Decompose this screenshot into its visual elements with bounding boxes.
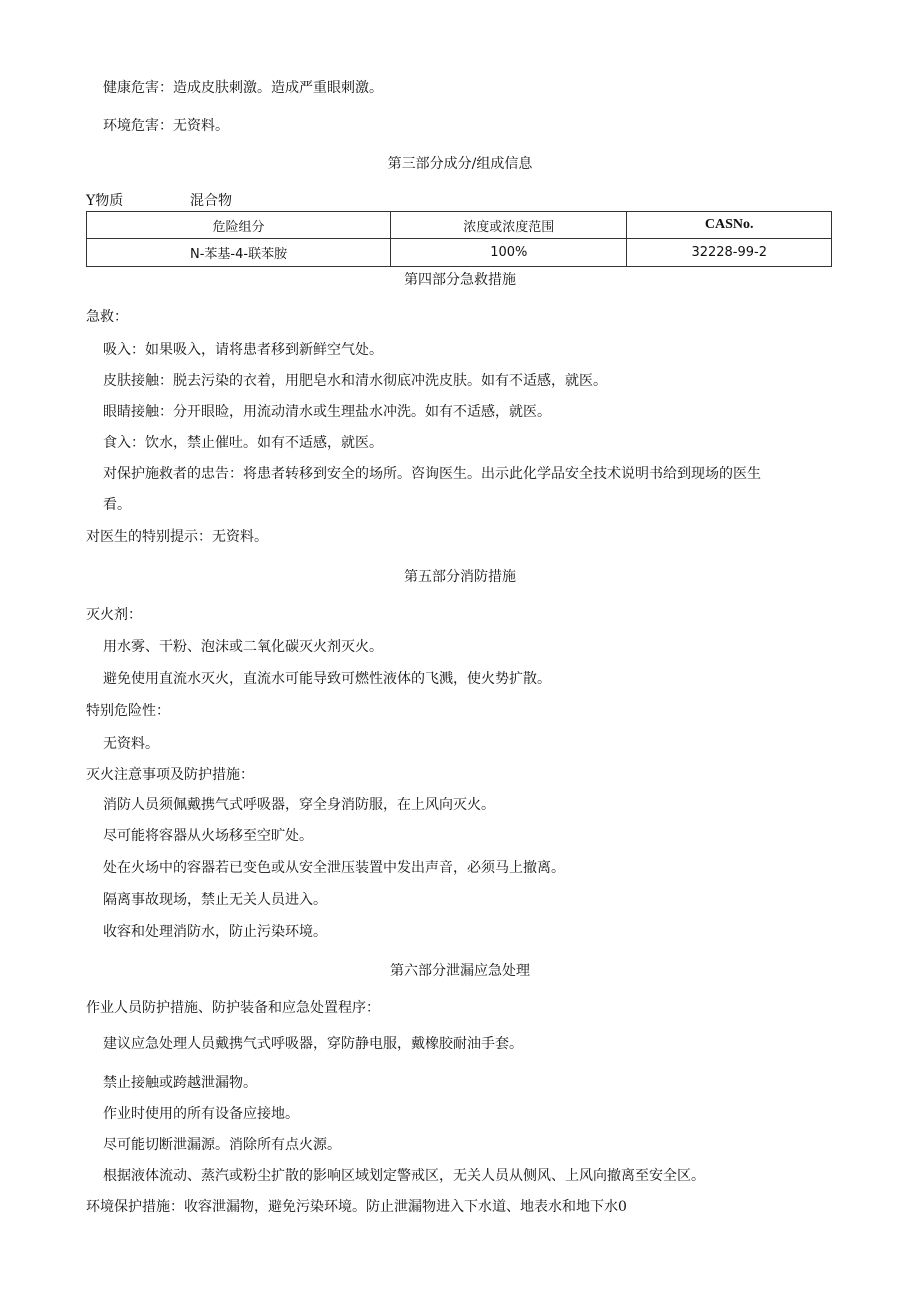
- firefighting-precaution: 处在火场中的容器若已变色或从安全泄压装置中发出声音，必须马上撤离。: [103, 860, 565, 876]
- first-aid-skin: 皮肤接触：脱去污染的衣着，用肥皂水和清水彻底冲洗皮肤。如有不适感，就医。: [103, 373, 607, 389]
- spill-procedure: 建议应急处理人员戴携气式呼吸器，穿防静电服，戴橡胶耐油手套。: [103, 1036, 523, 1052]
- substance-type-value: 混合物: [190, 193, 232, 209]
- environment-protection: 环境保护措施：收容泄漏物，避免污染环境。防止泄漏物进入下水道、地表水和地下水0: [86, 1199, 627, 1215]
- firefighting-precaution: 收容和处理消防水，防止污染环境。: [103, 924, 327, 940]
- firefighting-precaution-label: 灭火注意事项及防护措施：: [86, 767, 254, 783]
- spill-procedure: 根据液体流动、蒸汽或粉尘扩散的影响区域划定警戒区，无关人员从侧风、上风向撤离至安全区。: [103, 1168, 705, 1184]
- first-aid-inhalation: 吸入：如果吸入，请将患者移到新鲜空气处。: [103, 342, 383, 358]
- extinguishing-agent-label: 灭火剂：: [86, 607, 142, 623]
- rescuer-advice-line2: 看。: [103, 497, 131, 513]
- table-header-row: [87, 212, 832, 239]
- environment-hazard: 环境危害：无资料。: [103, 118, 229, 134]
- table-cell-concentration: 100%: [391, 239, 627, 267]
- composition-table: [86, 211, 832, 267]
- health-hazard: 健康危害：造成皮肤刺激。造成严重眼刺激。: [103, 80, 383, 96]
- section5-title: 第五部分消防措施: [404, 569, 516, 585]
- table-header-concentration: 浓度或浓度范围: [391, 212, 627, 239]
- first-aid-eye: 眼睛接触：分开眼睑，用流动清水或生理盐水冲洗。如有不适感，就医。: [103, 404, 551, 420]
- extinguishing-agent-1: 用水雾、干粉、泡沫或二氧化碳灭火剂灭火。: [103, 639, 383, 655]
- first-aid-ingestion: 食入：饮水，禁止催吐。如有不适感，就医。: [103, 435, 383, 451]
- first-aid-label: 急救：: [86, 309, 128, 325]
- spill-procedure: 尽可能切断泄漏源。消除所有点火源。: [103, 1137, 341, 1153]
- table-cell-component: N-苯基-4-联苯胺: [87, 239, 391, 267]
- extinguishing-agent-2: 避免使用直流水灭火，直流水可能导致可燃性液体的飞溅，使火势扩散。: [103, 671, 551, 687]
- firefighting-precaution: 尽可能将容器从火场移至空旷处。: [103, 828, 313, 844]
- section3-title: 第三部分成分/组成信息: [387, 156, 533, 172]
- doctor-note: 对医生的特别提示：无资料。: [86, 529, 268, 545]
- substance-type-label: Y物质: [86, 193, 124, 209]
- rescuer-advice-line1: 对保护施救者的忠告：将患者转移到安全的场所。咨询医生。出示此化学品安全技术说明书给到现场的医生: [103, 466, 761, 482]
- table-row: [87, 239, 832, 267]
- section6-title: 第六部分泄漏应急处理: [390, 963, 530, 979]
- firefighting-precaution: 隔离事故现场，禁止无关人员进入。: [103, 892, 327, 908]
- table-header-cas: CASNo.: [627, 212, 832, 239]
- special-hazard-label: 特别危险性：: [86, 703, 170, 719]
- spill-procedure: 禁止接触或跨越泄漏物。: [103, 1075, 257, 1091]
- section4-title: 第四部分急救措施: [404, 272, 516, 288]
- table-cell-cas: 32228-99-2: [627, 239, 832, 267]
- spill-procedure-label: 作业人员防护措施、防护装备和应急处置程序：: [86, 1000, 380, 1016]
- special-hazard-value: 无资料。: [103, 736, 159, 752]
- firefighting-precaution: 消防人员须佩戴携气式呼吸器，穿全身消防服，在上风向灭火。: [103, 797, 495, 813]
- spill-procedure: 作业时使用的所有设备应接地。: [103, 1106, 299, 1122]
- table-header-component: 危险组分: [87, 212, 391, 239]
- substance-type-line: [86, 192, 232, 210]
